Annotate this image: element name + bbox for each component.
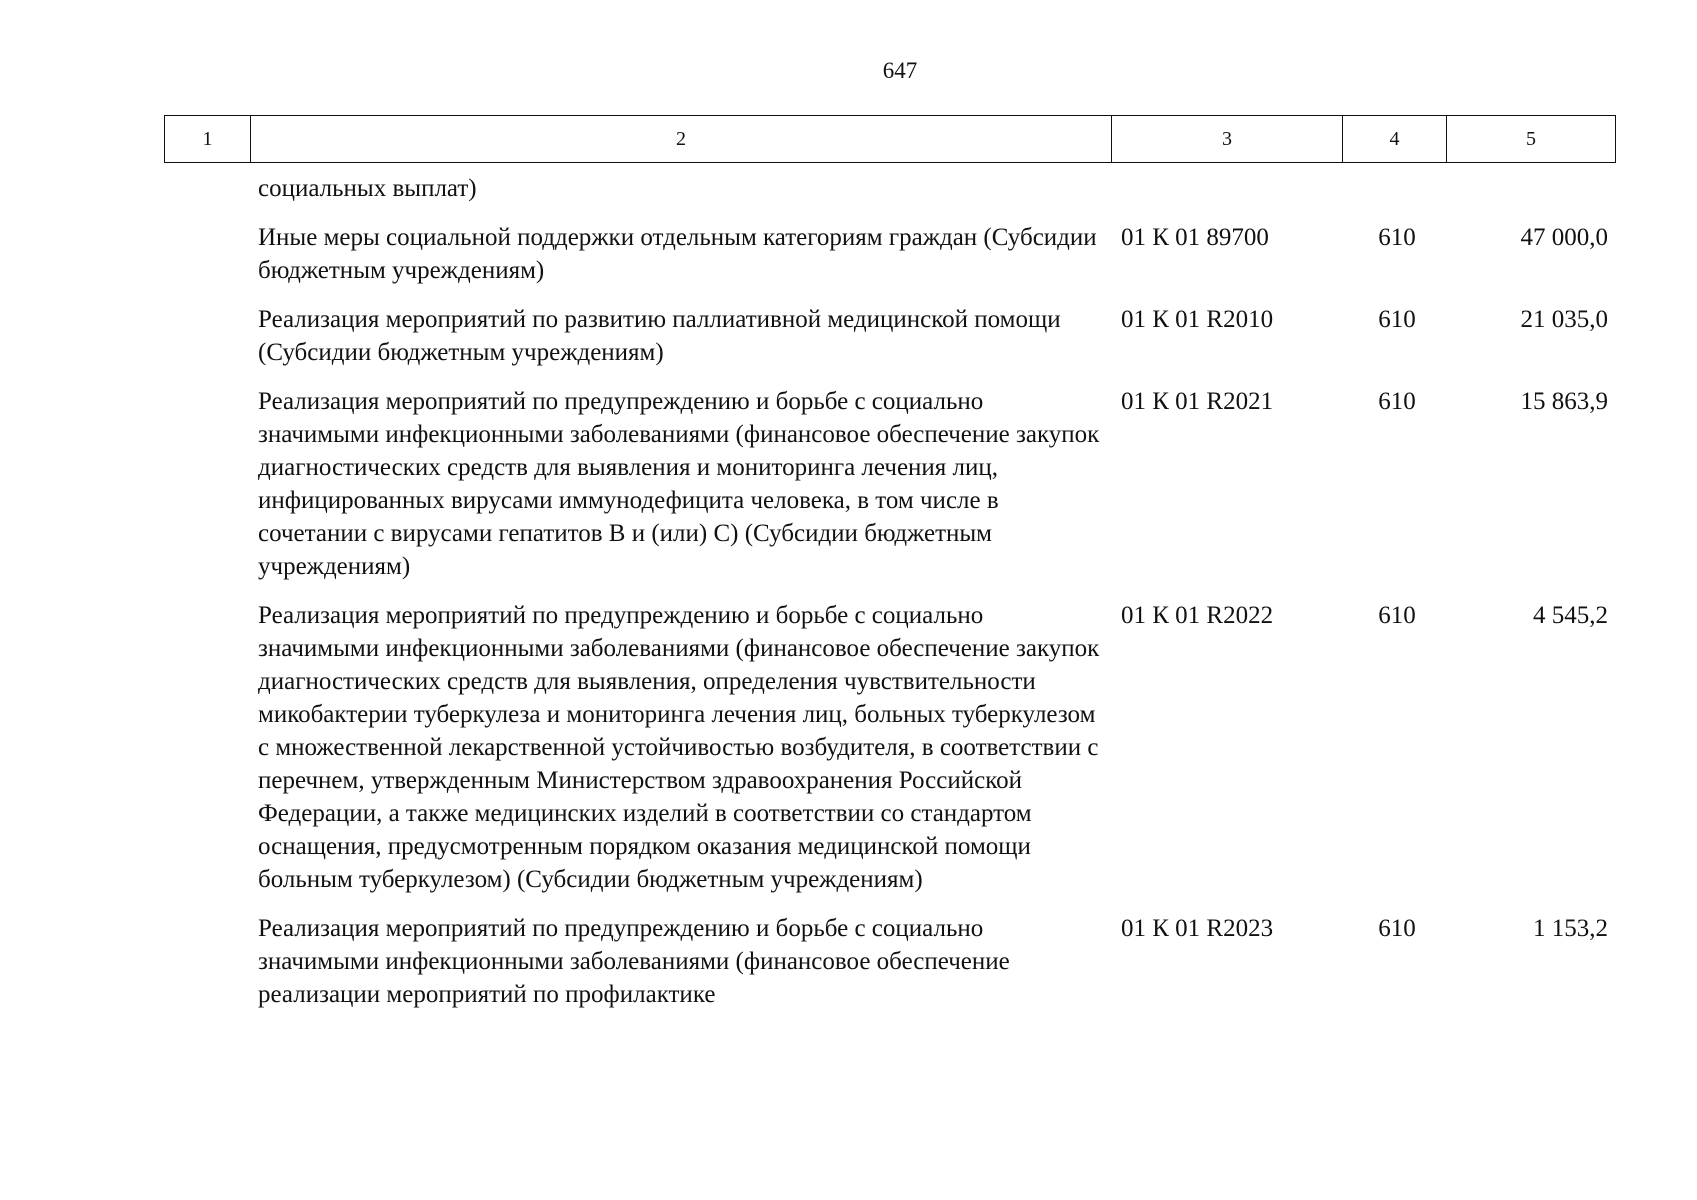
- row-type: 610: [1378, 388, 1416, 415]
- row-amount: 21 035,0: [1520, 306, 1608, 333]
- row-amount: 47 000,0: [1520, 224, 1608, 251]
- table-row: [164, 912, 1616, 1011]
- row-amount: 4 545,2: [1533, 602, 1608, 629]
- table-header: [164, 115, 1616, 163]
- table-row-continuation: [164, 172, 1616, 205]
- row-type: 610: [1378, 602, 1416, 629]
- table-row: [164, 599, 1616, 896]
- row-type: 610: [1378, 915, 1416, 942]
- page-number: 647: [882, 58, 918, 83]
- row-code: 01 К 01 R2010: [1121, 306, 1274, 333]
- row-description: Реализация мероприятий по предупреждению и борьбе с социально значимыми инфекционными заболеваниями (финансовое обеспечение закупок диагностических средств для выявления и мониторинга лечения лиц, инфицированных вирусами иммунодефицита человека, в том числе в сочетании с вирусами гепатитов В и (или) С) (Субсидии бюджетным учреждениям): [258, 388, 1100, 580]
- header-col-1: 1: [165, 116, 251, 162]
- table-body: [164, 172, 1616, 1027]
- row-description: Реализация мероприятий по предупреждению и борьбе с социально значимыми инфекционными заболеваниями (финансовое обеспечение закупок диагностических средств для выявления, определения чувствительности микобактерии туберкулеза и мониторинга лечения лиц, больных туберкулезом с множественной лекарственной устойчивостью возбудителя, в соответствии с перечнем, утвержденным Министерством здравоохранения Российской Федерации, а также медицинских изделий в соответствии со стандартом оснащения, предусмотренным порядком оказания медицинской помощи больным туберкулезом) (Субсидии бюджетным учреждениям): [258, 602, 1100, 893]
- row-code: 01 К 01 89700: [1121, 224, 1269, 251]
- row-type: 610: [1378, 306, 1416, 333]
- row-amount: 15 863,9: [1520, 388, 1608, 415]
- header-col-4: 4: [1343, 116, 1447, 162]
- row-code: 01 К 01 R2021: [1121, 388, 1274, 415]
- header-col-5: 5: [1526, 127, 1536, 150]
- row-description: социальных выплат): [258, 175, 477, 202]
- table-row: [164, 221, 1616, 287]
- row-code: 01 К 01 R2022: [1121, 602, 1274, 629]
- row-code: 01 К 01 R2023: [1121, 915, 1274, 942]
- row-description: Реализация мероприятий по развитию паллиативной медицинской помощи (Субсидии бюджетным учреждениям): [258, 306, 1061, 366]
- row-type: 610: [1378, 224, 1416, 251]
- table-row: [164, 303, 1616, 369]
- header-col-3: 3: [1112, 116, 1343, 162]
- row-description: Реализация мероприятий по предупреждению и борьбе с социально значимыми инфекционными заболеваниями (финансовое обеспечение реализации мероприятий по профилактике: [258, 915, 1010, 1008]
- row-amount: 1 153,2: [1533, 915, 1608, 942]
- header-col-2: 2: [251, 116, 1112, 162]
- table-row: [164, 385, 1616, 583]
- row-description: Иные меры социальной поддержки отдельным категориям граждан (Субсидии бюджетным учреждениям): [258, 224, 1097, 284]
